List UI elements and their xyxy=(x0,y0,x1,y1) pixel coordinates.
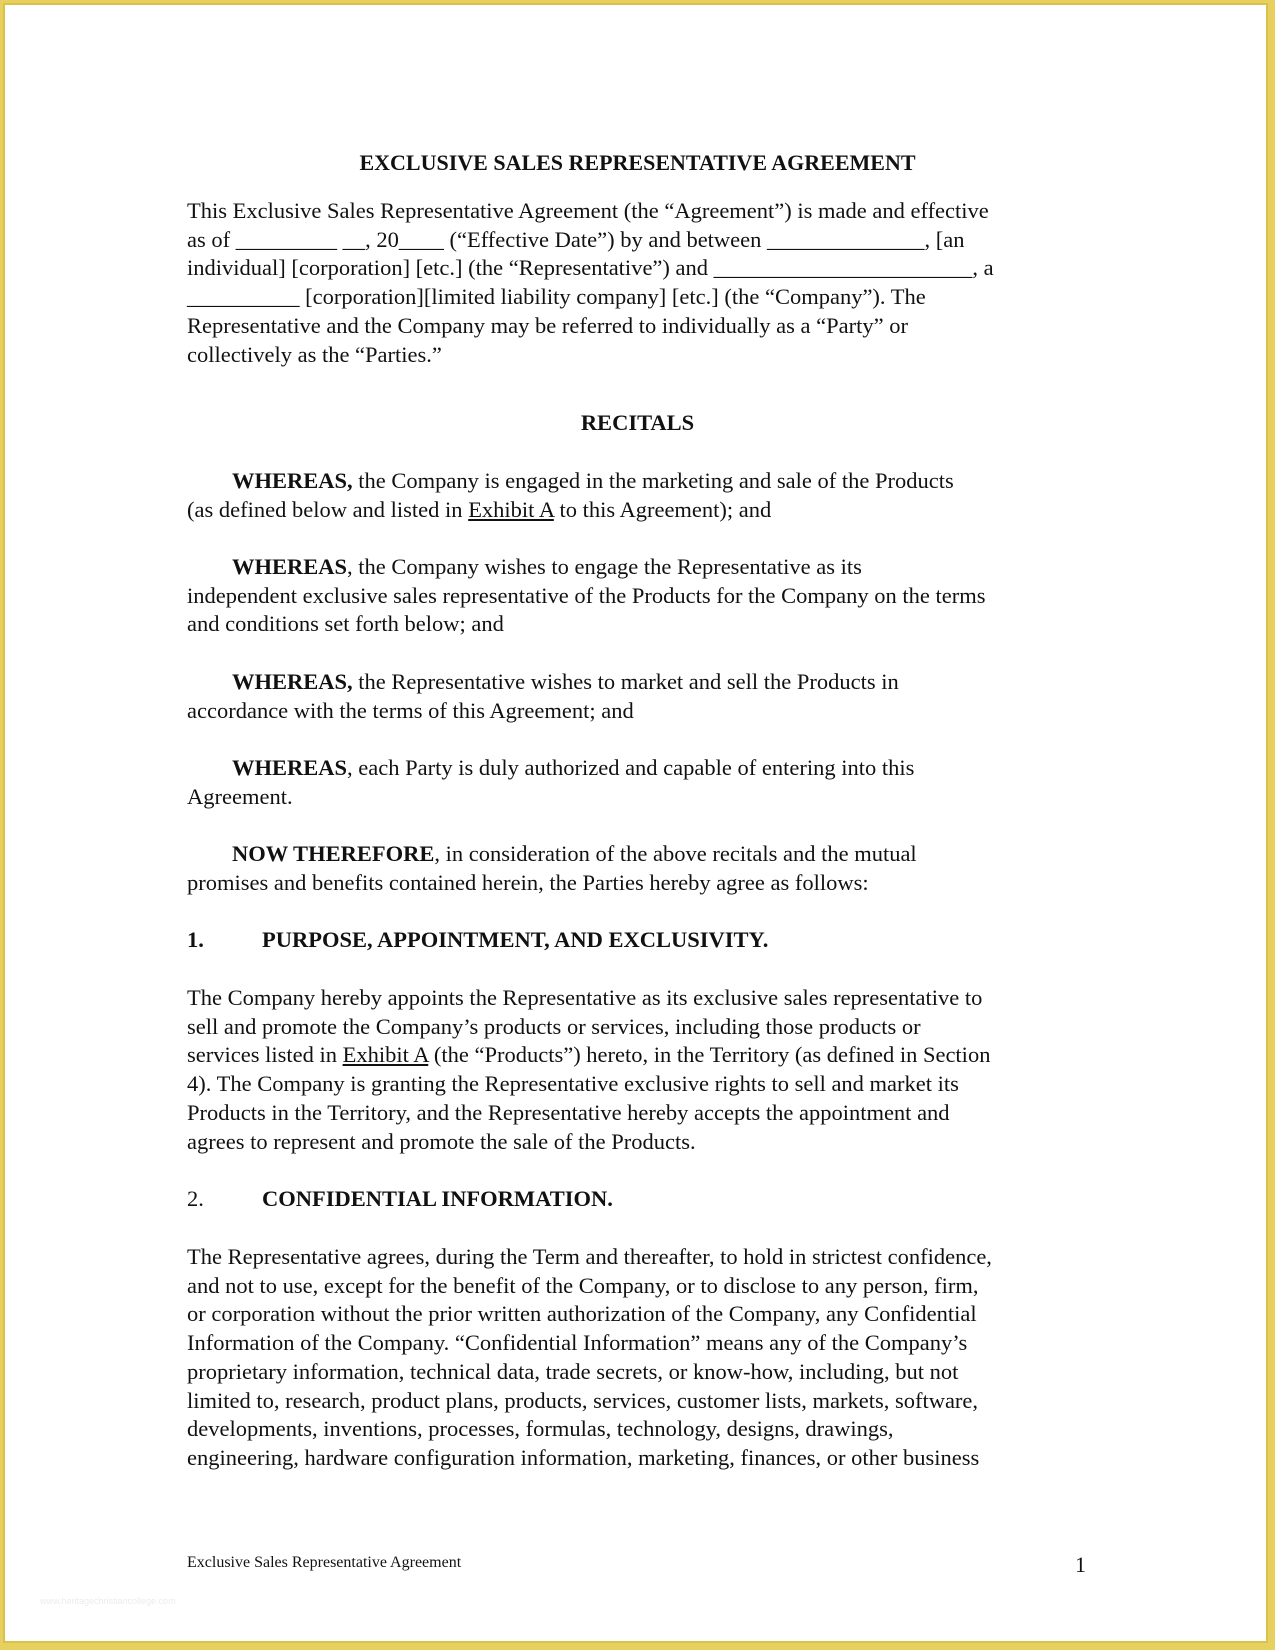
section-text: or corporation without the prior written authorization of the Company, any Confidential xyxy=(187,1301,977,1327)
section-text: developments, inventions, processes, formulas, technology, designs, drawings, xyxy=(187,1416,894,1442)
intro-line: Representative and the Company may be referred to individually as a “Party” or xyxy=(187,312,908,338)
recital-text: accordance with the terms of this Agreement; and xyxy=(187,697,634,723)
intro-line: as of _________ __, 20____ (“Effective Date”) by and between ______________, [an xyxy=(187,226,965,252)
section-2-body xyxy=(187,1243,1087,1473)
now-therefore-clause xyxy=(187,840,1087,897)
intro-line: This Exclusive Sales Representative Agreement (the “Agreement”) is made and effective xyxy=(187,198,989,223)
recital-lead: WHEREAS xyxy=(232,755,348,780)
section-text: (the “Products”) hereto, in the Territory (as defined in Section xyxy=(428,1042,991,1068)
intro-line: individual] [corporation] [etc.] (the “Representative”) and _______________________, a xyxy=(187,255,994,281)
recital-1 xyxy=(187,467,1087,524)
recital-text: and conditions set forth below; and xyxy=(187,611,504,637)
recital-text: to this Agreement); and xyxy=(553,496,772,522)
recital-text: Agreement. xyxy=(187,783,293,809)
section-2-number: 2. xyxy=(187,1186,204,1211)
watermark: www.heritagechristiancollege.com xyxy=(40,1596,176,1606)
section-text: Products in the Territory, and the Representative hereby accepts the appointment and xyxy=(187,1099,950,1125)
recital-lead: WHEREAS xyxy=(232,554,348,579)
section-1-body xyxy=(187,984,1087,1156)
exhibit-a-reference: Exhibit A xyxy=(468,496,554,522)
section-text: limited to, research, product plans, products, services, customer lists, markets, software, xyxy=(187,1387,979,1413)
recital-2 xyxy=(187,553,1087,639)
section-1-number: 1. xyxy=(187,927,204,952)
recital-text: , the Company wishes to engage the Representative as its xyxy=(347,554,862,579)
now-therefore-lead: NOW THEREFORE xyxy=(232,841,435,866)
section-text: services listed in xyxy=(187,1042,343,1068)
recital-text: the Representative wishes to market and sell the Products in xyxy=(352,669,899,694)
recitals-heading: RECITALS xyxy=(580,410,695,435)
page-number: 1 xyxy=(1075,1552,1086,1577)
document-title: EXCLUSIVE SALES REPRESENTATIVE AGREEMENT xyxy=(359,150,916,175)
section-text: and not to use, except for the benefit of the Company, or to disclose to any person, firm, xyxy=(187,1272,979,1298)
intro-line: __________ [corporation][limited liability company] [etc.] (the “Company”). The xyxy=(187,284,926,310)
intro-line: collectively as the “Parties.” xyxy=(187,341,442,367)
recital-lead: WHEREAS, xyxy=(232,669,353,694)
intro-paragraph xyxy=(187,197,1087,369)
section-text: proprietary information, technical data, trade secrets, or know-how, including, but not xyxy=(187,1358,959,1384)
section-text: The Company hereby appoints the Representative as its exclusive sales representative to xyxy=(187,985,983,1010)
clause-text: , in consideration of the above recitals and the mutual xyxy=(434,841,917,866)
section-text: 4). The Company is granting the Representative exclusive rights to sell and market its xyxy=(187,1071,959,1097)
section-text: engineering, hardware configuration information, marketing, finances, or other business xyxy=(187,1444,980,1470)
recital-text: , each Party is duly authorized and capable of entering into this xyxy=(347,755,915,780)
footer-title: Exclusive Sales Representative Agreement xyxy=(187,1554,462,1571)
section-text: Information of the Company. “Confidential Information” means any of the Company’s xyxy=(187,1330,968,1356)
section-1-heading: PURPOSE, APPOINTMENT, AND EXCLUSIVITY. xyxy=(262,927,769,952)
section-text: The Representative agrees, during the Term and thereafter, to hold in strictest confidence, xyxy=(187,1244,992,1269)
recital-text: (as defined below and listed in xyxy=(187,496,469,522)
recital-text: independent exclusive sales representative of the Products for the Company on the terms xyxy=(187,582,986,608)
recital-3 xyxy=(187,668,1087,725)
section-text: sell and promote the Company’s products or services, including those products or xyxy=(187,1013,921,1039)
recital-lead: WHEREAS, xyxy=(232,468,353,493)
recital-text: the Company is engaged in the marketing and sale of the Products xyxy=(352,468,954,493)
recital-4 xyxy=(187,754,1087,811)
section-2-heading: CONFIDENTIAL INFORMATION. xyxy=(262,1186,613,1211)
exhibit-a-reference: Exhibit A xyxy=(342,1042,429,1068)
clause-text: promises and benefits contained herein, the Parties hereby agree as follows: xyxy=(187,869,869,895)
section-text: agrees to represent and promote the sale of the Products. xyxy=(187,1128,696,1154)
